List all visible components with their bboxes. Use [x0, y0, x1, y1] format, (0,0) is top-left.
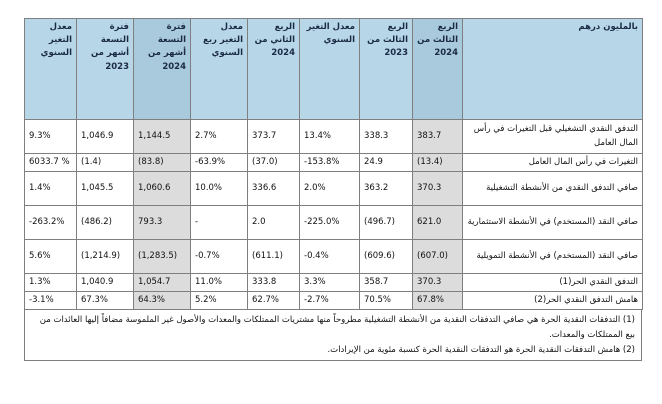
- table-cell: 1.4%: [25, 172, 77, 206]
- cash-flow-table-container: [24, 18, 642, 361]
- table-cell: (486.2): [77, 206, 134, 240]
- table-cell: (496.7): [360, 206, 413, 240]
- table-cell: -63.9%: [191, 154, 248, 172]
- header-label: بالمليون درهم: [463, 19, 643, 120]
- table-cell: 383.7: [413, 120, 463, 154]
- table-row: [25, 206, 643, 240]
- table-cell: 62.7%: [248, 292, 300, 310]
- table-cell: (37.0): [248, 154, 300, 172]
- table-cell: -3.1%: [25, 292, 77, 310]
- table-cell: 5.6%: [25, 240, 77, 274]
- header-col-9m-2023: فترة التسعة أشهر من 2023: [77, 19, 134, 120]
- table-cell: 9.3%: [25, 120, 77, 154]
- header-col-yoy-change: معدل التغير السنوي: [300, 19, 360, 120]
- table-cell: 1,040.9: [77, 274, 134, 292]
- table-cell: 6033.7 %: [25, 154, 77, 172]
- table-cell: 24.9: [360, 154, 413, 172]
- table-cell: (607.0): [413, 240, 463, 274]
- table-cell: 370.3: [413, 172, 463, 206]
- table-cell: 5.2%: [191, 292, 248, 310]
- table-cell: 1.3%: [25, 274, 77, 292]
- table-row: [25, 172, 643, 206]
- table-cell: 370.3: [413, 274, 463, 292]
- cash-flow-table: [24, 18, 643, 310]
- table-cell: 67.3%: [77, 292, 134, 310]
- table-cell: 11.0%: [191, 274, 248, 292]
- table-cell: 336.6: [248, 172, 300, 206]
- row-label: هامش التدفق النقدي الحر(2): [463, 292, 643, 310]
- header-col-9m-yoy-change: معدل التغير السنوي: [25, 19, 77, 120]
- table-cell: (83.8): [134, 154, 191, 172]
- table-cell: 1,045.5: [77, 172, 134, 206]
- table-cell: 373.7: [248, 120, 300, 154]
- table-row: [25, 240, 643, 274]
- table-row: [25, 154, 643, 172]
- table-row: [25, 120, 643, 154]
- table-cell: 338.3: [360, 120, 413, 154]
- footnote-1: (1) التدفقات النقدية الحرة هي صافي التدفقات النقدية من الأنشطة التشغيلية مطروحاً منها مشتريات الممتلكات والمعدات والأصول غير الملموسة مضافاً إليها العائدات من بيع الممتلكات والمعدات.: [39, 315, 635, 340]
- footnote-2: (2) هامش التدفقات النقدية الحرة هو التدفقات النقدية الحرة كنسبة مئوية من الإيرادات.: [327, 344, 635, 355]
- table-cell: -153.8%: [300, 154, 360, 172]
- table-cell: 64.3%: [134, 292, 191, 310]
- header-row: [25, 19, 643, 120]
- table-cell: -263.2%: [25, 206, 77, 240]
- table-cell: (1,214.9): [77, 240, 134, 274]
- table-cell: -0.7%: [191, 240, 248, 274]
- table-row: [25, 274, 643, 292]
- table-cell: 13.4%: [300, 120, 360, 154]
- table-cell: 363.2: [360, 172, 413, 206]
- header-col-9m-2024: فترة التسعة أشهر من 2024: [134, 19, 191, 120]
- table-cell: 1,144.5: [134, 120, 191, 154]
- table-cell: (1,283.5): [134, 240, 191, 274]
- row-label: التدفق النقدي الحر(1): [463, 274, 643, 292]
- row-label: التغيرات في رأس المال العامل: [463, 154, 643, 172]
- row-label: صافي النقد (المستخدم) في الأنشطة الاستثمارية: [463, 206, 643, 240]
- table-cell: 3.3%: [300, 274, 360, 292]
- table-cell: 10.0%: [191, 172, 248, 206]
- table-cell: 1,060.6: [134, 172, 191, 206]
- footnotes: [24, 310, 642, 361]
- table-cell: (611.1): [248, 240, 300, 274]
- table-cell: -: [191, 206, 248, 240]
- table-cell: (1.4): [77, 154, 134, 172]
- table-row: [25, 292, 643, 310]
- header-col-q3-2024: الربع الثالث من 2024: [413, 19, 463, 120]
- header-col-q3-2023: الربع الثالث من 2023: [360, 19, 413, 120]
- table-cell: -225.0%: [300, 206, 360, 240]
- table-cell: -0.4%: [300, 240, 360, 274]
- table-cell: 621.0: [413, 206, 463, 240]
- table-cell: (609.6): [360, 240, 413, 274]
- table-cell: 793.3: [134, 206, 191, 240]
- table-cell: 2.0: [248, 206, 300, 240]
- table-cell: 70.5%: [360, 292, 413, 310]
- table-cell: 1,054.7: [134, 274, 191, 292]
- table-cell: 333.8: [248, 274, 300, 292]
- table-cell: 2.7%: [191, 120, 248, 154]
- header-col-q2-2024: الربع الثاني من 2024: [248, 19, 300, 120]
- row-label: صافي النقد (المستخدم) في الأنشطة التمويلية: [463, 240, 643, 274]
- table-cell: 1,046.9: [77, 120, 134, 154]
- header-col-qoq-change: معدل التغير ربع السنوي: [191, 19, 248, 120]
- table-cell: -2.7%: [300, 292, 360, 310]
- table-cell: (13.4): [413, 154, 463, 172]
- row-label: التدفق النقدي التشغيلي قبل التغيرات في رأس المال العامل: [463, 120, 643, 154]
- table-cell: 2.0%: [300, 172, 360, 206]
- table-cell: 358.7: [360, 274, 413, 292]
- table-cell: 67.8%: [413, 292, 463, 310]
- row-label: صافي التدفق النقدي من الأنشطة التشغيلية: [463, 172, 643, 206]
